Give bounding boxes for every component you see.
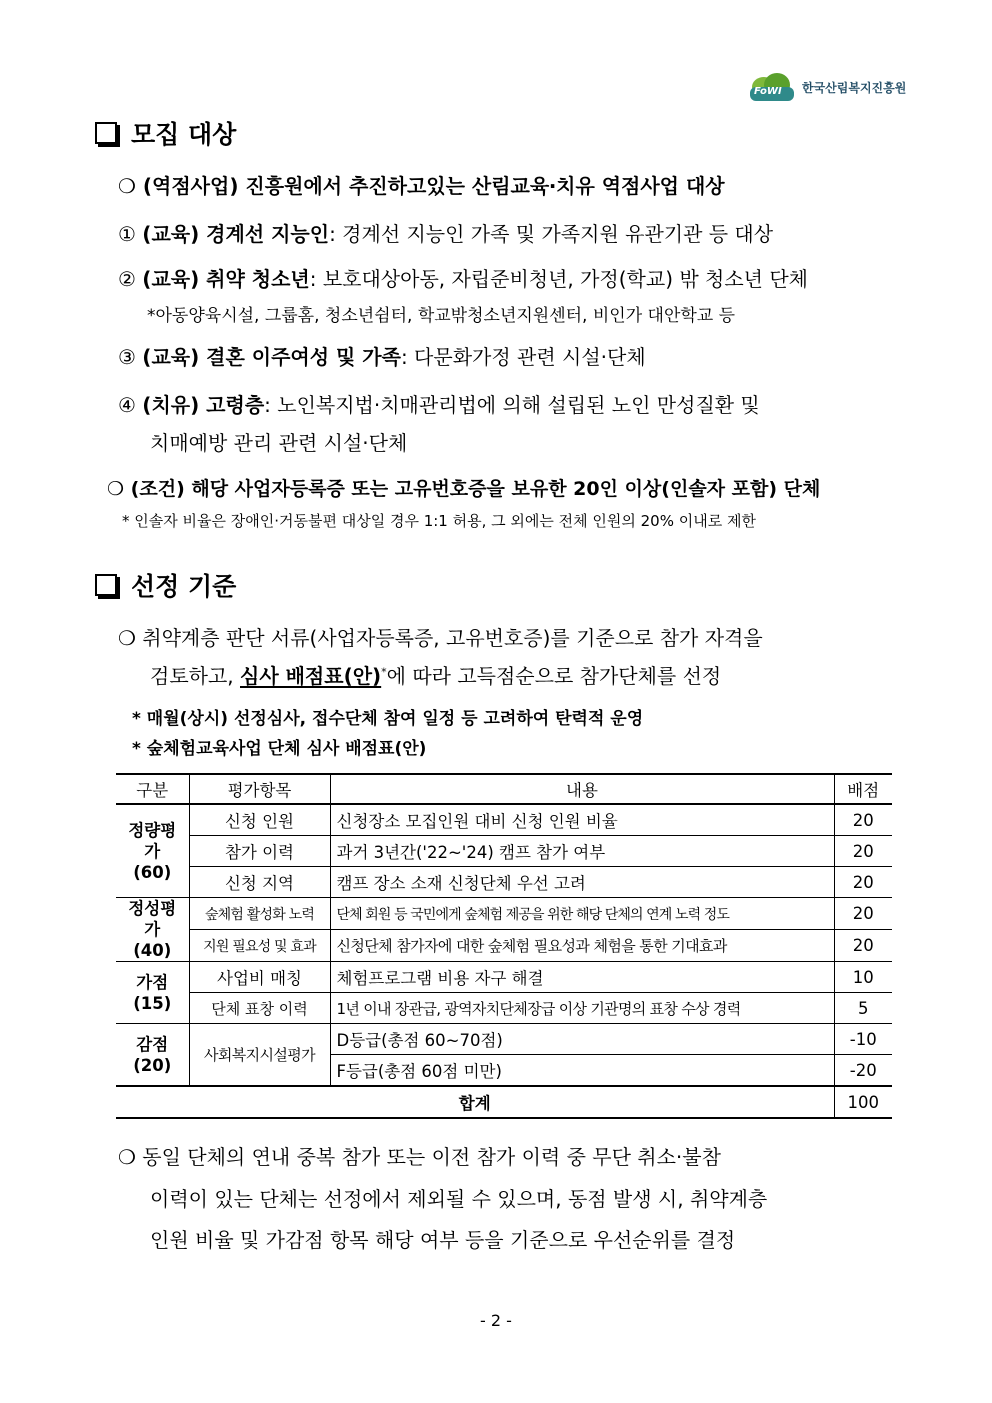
desc-cell: 단체 회원 등 국민에게 숲체험 제공을 위한 해당 단체의 연계 노력 정도 bbox=[330, 898, 834, 930]
criteria-para-1b: 검토하고, 심사 배점표(안)*에 따라 고득점순으로 참가단체를 선정 bbox=[150, 664, 722, 688]
score-table bbox=[116, 773, 892, 1119]
target-item-1: ① (교육) 경계선 지능인: 경계선 지능인 가족 및 가족지원 유관기관 등 대상 bbox=[118, 222, 774, 246]
item-cell: 신청 지역 bbox=[189, 867, 330, 898]
section-heading-recruit: 모집 대상 bbox=[95, 115, 236, 151]
desc-cell: 1년 이내 장관급, 광역자치단체장급 이상 기관명의 표창 수상 경력 bbox=[330, 993, 834, 1024]
target-item-4: ④ (치유) 고령층: 노인복지법‧치매관리법에 의해 설립된 노인 만성질환 및 bbox=[118, 393, 760, 417]
desc-cell: 신청단체 참가자에 대한 숲체험 필요성과 체험을 통한 기대효과 bbox=[330, 930, 834, 962]
page-number: - 2 - bbox=[480, 1311, 512, 1330]
forest-logo-icon: FoWI bbox=[748, 73, 798, 101]
total-row bbox=[116, 1086, 892, 1118]
criteria-para-2c: 인원 비율 및 가감점 항목 해당 여부 등을 기준으로 우선순위를 결정 bbox=[150, 1228, 736, 1252]
desc-cell: 과거 3년간('22~'24) 캠프 참가 여부 bbox=[330, 836, 834, 867]
table-row bbox=[116, 930, 892, 962]
recruit-target-line: ❍ (역점사업) 진흥원에서 추진하고있는 산림교육‧치유 역점사업 대상 bbox=[118, 174, 725, 198]
table-row bbox=[116, 993, 892, 1024]
item-cell: 단체 표창 이력 bbox=[189, 993, 330, 1024]
item-cell: 사업비 매칭 bbox=[189, 962, 330, 993]
table-row bbox=[116, 1024, 892, 1055]
category-cell: 정성평가 (40) bbox=[116, 898, 189, 962]
points-cell: 20 bbox=[834, 836, 892, 867]
criteria-para-2a: ❍ 동일 단체의 연내 중복 참가 또는 이전 참가 이력 중 무단 취소‧불참 bbox=[118, 1145, 721, 1169]
points-cell: 20 bbox=[834, 898, 892, 930]
table-row bbox=[116, 836, 892, 867]
item-cell: 지원 필요성 및 효과 bbox=[189, 930, 330, 962]
item-cell: 사회복지시설평가 bbox=[189, 1024, 330, 1087]
col-header: 내용 bbox=[330, 774, 834, 804]
table-row bbox=[116, 962, 892, 993]
criteria-note-1: * 매월(상시) 선정심사, 접수단체 참여 일정 등 고려하여 탄력적 운영 bbox=[132, 709, 644, 729]
target-item-3: ③ (교육) 결혼 이주여성 및 가족: 다문화가정 관련 시설‧단체 bbox=[118, 345, 646, 369]
target-item-2: ② (교육) 취약 청소년: 보호대상아동, 자립준비청년, 가정(학교) 밖 청소년 단체 bbox=[118, 267, 808, 291]
checkbox-square-icon bbox=[95, 122, 117, 144]
section-heading-criteria: 선정 기준 bbox=[95, 567, 236, 603]
item-cell: 신청 인원 bbox=[189, 804, 330, 836]
org-logo bbox=[748, 73, 906, 101]
col-header: 평가항목 bbox=[189, 774, 330, 804]
table-header-row bbox=[116, 774, 892, 804]
points-cell: 10 bbox=[834, 962, 892, 993]
total-label: 합계 bbox=[116, 1086, 834, 1118]
item-cell: 참가 이력 bbox=[189, 836, 330, 867]
table-row bbox=[116, 867, 892, 898]
desc-cell: D등급(총점 60~70점) bbox=[330, 1024, 834, 1055]
table-row bbox=[116, 804, 892, 836]
criteria-para-1a: ❍ 취약계층 판단 서류(사업자등록증, 고유번호증)를 기준으로 참가 자격을 bbox=[118, 626, 763, 650]
desc-cell: F등급(총점 60점 미만) bbox=[330, 1055, 834, 1087]
category-cell: 가점 (15) bbox=[116, 962, 189, 1024]
desc-cell: 체험프로그램 비용 자구 해결 bbox=[330, 962, 834, 993]
total-points: 100 bbox=[834, 1086, 892, 1118]
target-item-4-cont: 치매예방 관리 관련 시설‧단체 bbox=[150, 431, 408, 455]
points-cell: 20 bbox=[834, 930, 892, 962]
col-header: 배점 bbox=[834, 774, 892, 804]
criteria-para-2b: 이력이 있는 단체는 선정에서 제외될 수 있으며, 동점 발생 시, 취약계층 bbox=[150, 1187, 768, 1211]
condition-note: * 인솔자 비율은 장애인‧거동불편 대상일 경우 1:1 허용, 그 외에는 전체 인원의 20% 이내로 제한 bbox=[122, 512, 756, 530]
points-cell: 20 bbox=[834, 867, 892, 898]
checkbox-square-icon bbox=[95, 574, 117, 596]
points-cell: 5 bbox=[834, 993, 892, 1024]
points-cell: -20 bbox=[834, 1055, 892, 1087]
item-cell: 숲체험 활성화 노력 bbox=[189, 898, 330, 930]
category-cell: 정량평가 (60) bbox=[116, 804, 189, 898]
points-cell: -10 bbox=[834, 1024, 892, 1055]
condition-line: ❍ (조건) 해당 사업자등록증 또는 고유번호증을 보유한 20인 이상(인솔자 포함) 단체 bbox=[107, 478, 821, 500]
desc-cell: 신청장소 모집인원 대비 신청 인원 비율 bbox=[330, 804, 834, 836]
target-item-2-note: *아동양육시설, 그룹홈, 청소년쉼터, 학교밖청소년지원센터, 비인가 대안학교 등 bbox=[147, 306, 736, 326]
org-name: 한국산림복지진흥원 bbox=[802, 80, 907, 95]
table-row bbox=[116, 898, 892, 930]
criteria-note-2: * 숲체험교육사업 단체 심사 배점표(안) bbox=[132, 739, 427, 759]
desc-cell: 캠프 장소 소재 신청단체 우선 고려 bbox=[330, 867, 834, 898]
points-cell: 20 bbox=[834, 804, 892, 836]
col-header: 구분 bbox=[116, 774, 189, 804]
category-cell: 감점 (20) bbox=[116, 1024, 189, 1087]
